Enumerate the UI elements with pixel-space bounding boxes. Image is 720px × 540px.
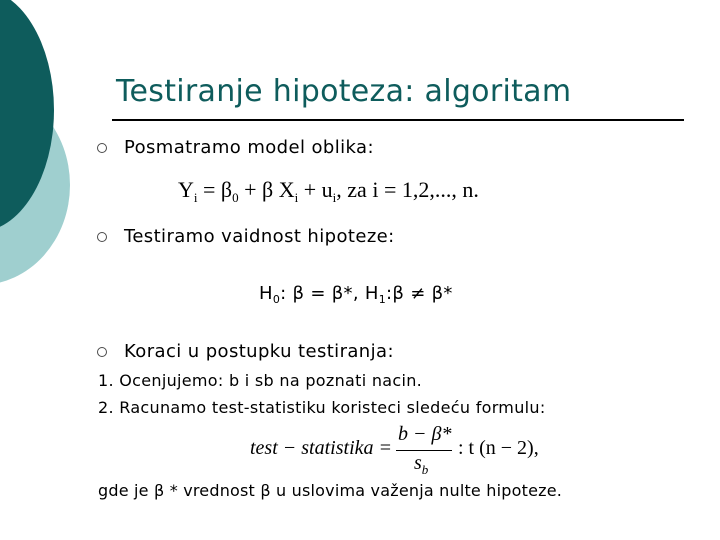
bullet-circle-icon <box>97 232 107 242</box>
hypotheses: $H_0$: β = β*, $H_1:\beta \ne \beta*$ <box>259 283 453 306</box>
fraction-bar <box>396 450 452 451</box>
bullet-steps: Koraci u postupku testiranja: <box>124 341 394 362</box>
step-1: 1. Ocenjujemo: b i sb na poznati nacin. <box>98 371 423 390</box>
formula-numerator: b − β* <box>398 423 452 445</box>
title-underline <box>112 119 684 121</box>
bullet-circle-icon <box>97 143 107 153</box>
conclusion-text: gde je β * vrednost β u uslovima važenja nulte hipoteze. <box>98 481 563 500</box>
formula-rhs: : t (n − 2), <box>458 437 539 459</box>
bullet-circle-icon <box>97 347 107 357</box>
slide-title: Testiranje hipoteza: algoritam <box>116 74 572 109</box>
bullet-model: Posmatramo model oblika: <box>124 137 374 158</box>
step-2: 2. Racunamo test-statistiku koristeci sledeću formulu: <box>98 398 546 417</box>
bullet-hypothesis: Testiramo vaidnost hipoteze: <box>124 226 395 247</box>
formula-lhs: test − statistika = <box>250 437 392 459</box>
model-equation: $Y_i = \beta_0 + \beta$ $X_i + u_i$, za i = 1,2,..., n. <box>178 177 479 205</box>
test-statistic-formula <box>250 425 550 475</box>
formula-denominator: $s_b$ <box>414 452 429 477</box>
